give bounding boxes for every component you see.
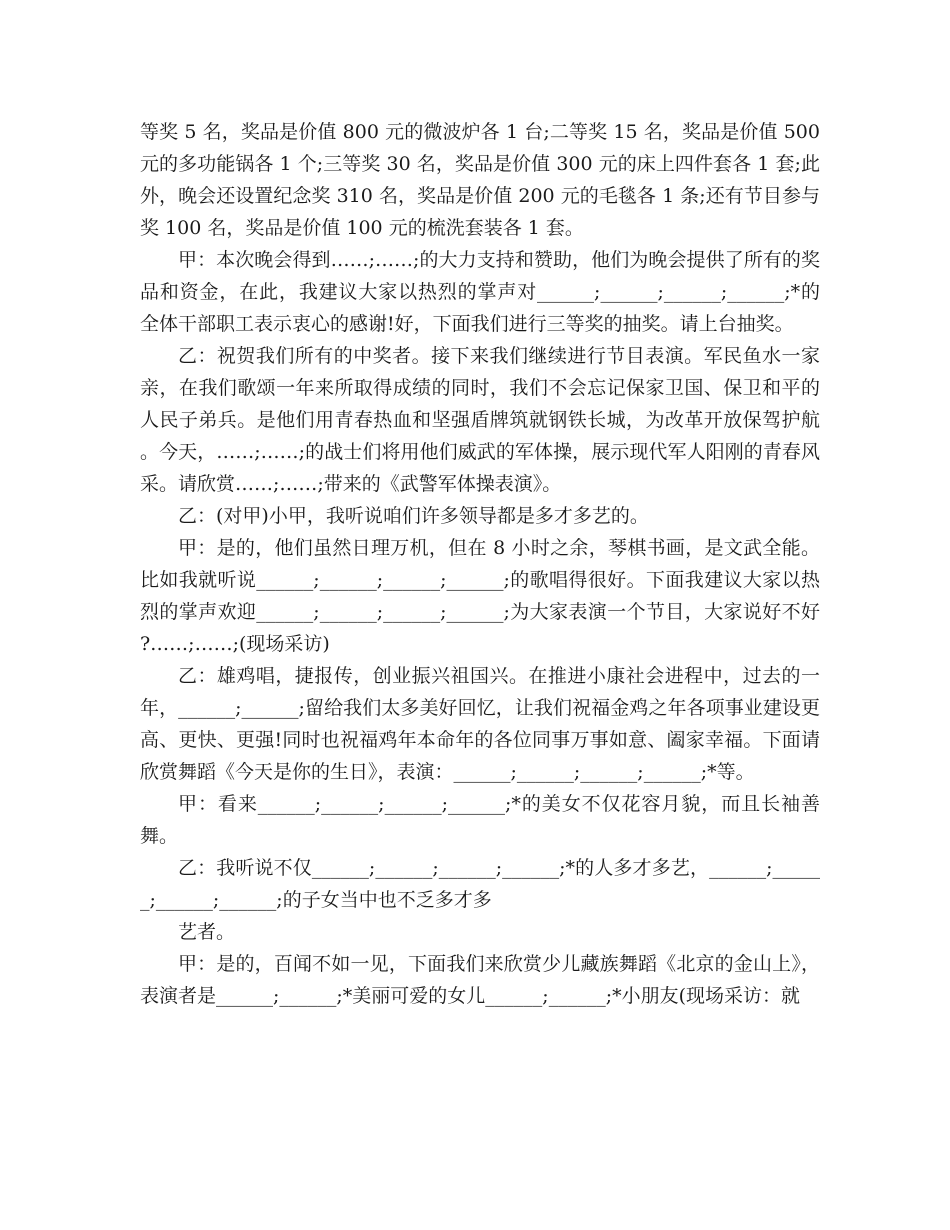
paragraph-rooster-year: 乙：雄鸡唱，捷报传，创业振兴祖国兴。在推进小康社会进程中，过去的一年，______;______;留给我们太多美好回忆，让我们祝福金鸡之年各项事业建设更高、更快、更强!同时也祝福鸡年本命年的各位同事万事如意、阖家幸福。下面请欣赏舞蹈《今天是你的生日》，表演：______;______;______;______;*等。	[140, 665, 820, 783]
paragraph-leaders-talent: 乙：(对甲)小甲，我听说咱们许多领导都是多才多艺的。	[178, 505, 649, 527]
paragraph-continuation: 艺者。	[178, 921, 236, 943]
paragraph-tibetan-dance: 甲：是的，百闻不如一见，下面我们来欣赏少儿藏族舞蹈《北京的金山上》，表演者是______;______;*美丽可爱的女儿______;______;*小朋友(现场采访：就	[140, 953, 820, 1007]
document-body	[140, 116, 820, 1012]
paragraph-sponsor-thanks: 甲：本次晚会得到……;……;的大力支持和赞助，他们为晚会提供了所有的奖品和资金，在此，我建议大家以热烈的掌声对______;______;______;______;*的全体干部职工表示衷心的感谢!好，下面我们进行三等奖的抽奖。请上台抽奖。	[140, 249, 820, 335]
paragraph-leader-song: 甲：是的，他们虽然日理万机，但在 8 小时之余，琴棋书画，是文武全能。比如我就听说______;______;______;______;的歌唱得很好。下面我建议大家以热烈的掌声欢迎______;______;______;______;为大家表演一个节目，大家说好不好?……;……;(现场采访)	[140, 537, 820, 655]
paragraph-prizes: 等奖 5 名，奖品是价值 800 元的微波炉各 1 台;二等奖 15 名，奖品是价值 500 元的多功能锅各 1 个;三等奖 30 名，奖品是价值 300 元的床上四件套各 1 套;此外，晚会还设置纪念奖 310 名，奖品是价值 200 元的毛毯各 1 条;还有节目参与奖 100 名，奖品是价值 100 元的梳洗套装各 1 套。	[140, 121, 820, 239]
paragraph-dancers: 甲：看来______;______;______;______;*的美女不仅花容月貌，而且长袖善舞。	[140, 793, 820, 847]
paragraph-military-show: 乙：祝贺我们所有的中奖者。接下来我们继续进行节目表演。军民鱼水一家亲，在我们歌颂一年来所取得成绩的同时，我们不会忘记保家卫国、保卫和平的人民子弟兵。是他们用青春热血和坚强盾牌筑就钢铁长城，为改革开放保驾护航。今天，……;……;的战士们将用他们威武的军体操，展示现代军人阳刚的青春风采。请欣赏……;……;带来的《武警军体操表演》。	[140, 345, 820, 495]
paragraph-talented-children: 乙：我听说不仅______;______;______;______;*的人多才多艺，______;______;______;______;的子女当中也不乏多才多	[140, 857, 820, 911]
